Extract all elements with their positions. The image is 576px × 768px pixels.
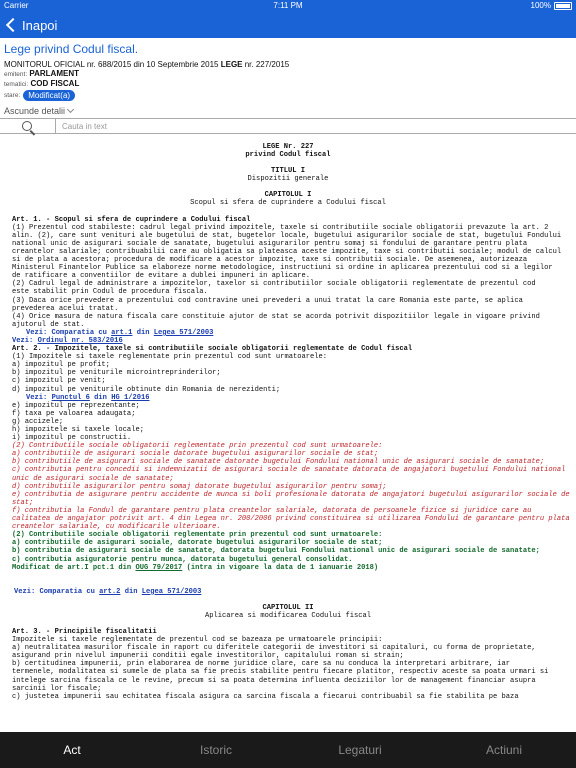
ref-article[interactable]: art.2 (99, 587, 121, 596)
paragraph-line: b) contributiile de asigurari sociale de sanatate datorate bugetului Fondului national unic de asigurari sociale de sanatate; (12, 458, 545, 467)
chevron-down-icon (67, 106, 74, 113)
search-bar (0, 118, 576, 134)
paragraph-line: (1) Impozitele si taxele reglementate prin prezentul cod sunt urmatoarele: (12, 353, 328, 362)
article-2-cont (4, 402, 572, 442)
tab-history[interactable]: Istoric (199, 743, 232, 757)
paragraph-line: c) contributia asiguratorie pentru munca, datorata bugetului general consolidat. (12, 555, 353, 564)
paragraph-line: Art. 2. - Impozitele, taxele si contributiile sociale obligatorii reglementate de Codul fiscal (12, 345, 413, 354)
ref-text: Vezi: Comparatia cu (26, 328, 107, 337)
paragraph-line: este stabilit prin Codul de procedura fiscala. (12, 288, 208, 297)
mod-text: Modificat de art.I pct.1 din (12, 563, 132, 572)
paragraph-line: sarcinii lor fiscale; (12, 684, 102, 693)
document-info (0, 38, 576, 119)
tab-links[interactable]: Legaturi (338, 743, 382, 757)
modified-text (4, 531, 572, 563)
chapter-heading: CAPITOLUL I (264, 191, 312, 200)
law-text (0, 135, 576, 732)
paragraph-line: i) impozitul pe constructii. (12, 434, 132, 443)
issuer-key: emitent: (4, 71, 28, 78)
mod-oug-link[interactable]: OUG 79/2017 (135, 563, 183, 572)
paragraph-line: f) taxa pe valoarea adaugata; (12, 409, 136, 418)
law-subheading: privind Codul fiscal (245, 151, 331, 160)
order-link[interactable] (4, 337, 572, 345)
ref-text: din (94, 393, 107, 402)
chapter-name: Aplicarea si modificarea Codului fiscal (204, 611, 372, 620)
battery-percent: 100% (530, 1, 551, 10)
ref-text: Vezi: Comparatia cu (14, 587, 95, 596)
paragraph-line: prevederea acelui tratat. (12, 304, 119, 313)
title-heading: TITLUL I (270, 167, 306, 176)
nav-bar (0, 12, 576, 38)
paragraph-line: a) impozitul pe profit; (12, 361, 110, 370)
paragraph-line: Art. 1. - Scopul si sfera de cuprindere a Codului fiscal (12, 215, 251, 224)
paragraph-line: b) contributia de asigurari sociale de sanatate, datorata bugetului Fondului national unic de asigurari sociale de sanatate; (12, 547, 540, 556)
battery-icon (554, 2, 572, 10)
comparison-link-art1[interactable] (4, 329, 572, 337)
issuer-value: PARLAMENT (29, 69, 79, 78)
state-badge: Modificat(a) (23, 90, 75, 101)
hide-details-label: Ascunde detalii (4, 106, 66, 116)
ref-article[interactable]: art.1 (111, 328, 133, 337)
paragraph-line: Impozitele si taxele reglementate de prezentul cod se bazeaza pe urmatoarele principii: (12, 636, 383, 645)
paragraph-line: b) impozitul pe veniturile microintreprinderilor; (12, 369, 221, 378)
tab-actions[interactable]: Actiuni (485, 743, 523, 757)
paragraph-line: termenele, modalitatea si sumele de plata sa fie precis stabilite pentru fiecare platitor, respectiv aceste sa poata urmari si (12, 668, 549, 677)
battery-indicator (531, 1, 572, 10)
search-icon[interactable] (22, 121, 32, 131)
title-name: Dispozitii generale (247, 175, 329, 184)
monitor-prefix: MONITORUL OFICIAL nr. 688/2015 din 10 Septembrie 2015 (4, 60, 219, 69)
paragraph-line: ajutorul de stat. (12, 320, 85, 329)
paragraph-line: b) certitudinea impunerii, prin elaborarea de norme juridice clare, care sa nu conduca la interpretari arbitrare, iar (12, 660, 511, 669)
state-row (4, 90, 572, 101)
paragraph-line: d) impozitul pe veniturile obtinute din Romania de nerezidenti; (12, 385, 281, 394)
paragraph-line: d) contributiile asigurarilor pentru somaj datorate bugetului asigurarilor pentru somaj; (12, 482, 387, 491)
back-label: Inapoi (22, 17, 58, 33)
chapter-name: Scopul si sfera de cuprindere a Codului fiscal (190, 199, 386, 208)
paragraph-line: si de plata a acestora; procedura de modificare a acestor impozite, taxe si contributii sociale. De asemenea, autorizeaza (12, 256, 528, 265)
ref-order[interactable]: Ordinul nr. 583/2016 (37, 336, 123, 345)
paragraph-line: a) contributiile de asigurari sociale, datorate bugetului asigurarilor sociale de stat; (12, 539, 383, 548)
paragraph-line: (2) Contributiile sociale obligatorii reglementate prin prezentul cod sunt urmatoarele: (12, 531, 383, 540)
paragraph-line: intelege sarcina fiscala ce le revine, precum si sa poata determina influenta deciziilor lor de management financiar asupra (12, 676, 536, 685)
ref-hg[interactable]: HG 1/2016 (111, 393, 150, 402)
paragraph-line: (2) Cadrul legal de administrare a impozitelor, taxelor si contributiilor sociale obligatorii reglementate de prezentul cod (12, 280, 536, 289)
paragraph-line: (1) Prezentul cod stabileste: cadrul legal privind impozitele, taxele si contributiile sociale obligatorii prevazute la art. 2 (12, 223, 549, 232)
paragraph-line: (4) Orice masura de natura fiscala care constituie ajutor de stat se acorda potrivit dispozitiilor legale in vigoare privind (12, 312, 540, 321)
search-divider (55, 119, 56, 133)
back-button[interactable] (4, 15, 57, 35)
tab-bar (0, 732, 576, 768)
chevron-left-icon (6, 18, 20, 32)
paragraph-line: Ministerul Finantelor Publice sa elaboreze norme metodologice, instructiuni si ordine in aplicarea prezentului cod si a legilor (12, 264, 553, 273)
topic-value: COD FISCAL (30, 79, 80, 88)
hide-details-toggle[interactable] (4, 106, 572, 116)
paragraph-line: a) neutralitatea masurilor fiscale in raport cu diferitele categorii de investitori si capitaluri, cu forma de proprietate, (12, 644, 536, 653)
paragraph-line: c) justetea impunerii sau echitatea fiscala asigura ca sarcina fiscala a fiecarui contribuabil sa fie stabilita pe baza (12, 692, 519, 701)
article-1 (4, 216, 572, 329)
monitor-line (4, 60, 572, 69)
carrier-label: Carrier (4, 1, 29, 10)
ref-law[interactable]: Legea 571/2003 (141, 587, 202, 596)
paragraph-line: h) impozitele si taxele locale; (12, 426, 144, 434)
monitor-law: LEGE (220, 60, 243, 69)
paragraph-line: asigurand prin nivelul impunerii conditii egale investitorilor, capitalului roman si strain; (12, 652, 404, 661)
ref-point[interactable]: Punctul 6 (51, 393, 90, 402)
ref-text: Vezi: (26, 393, 48, 402)
paragraph-line: e) impozitul pe reprezentante; (12, 401, 140, 410)
paragraph-line: g) accizele; (12, 417, 64, 426)
paragraph-line: e) contributia de asigurare pentru accidente de munca si boli profesionale datorata de angajatori bugetului asigurarilor sociale de stat; (12, 490, 570, 507)
paragraph-line: (2) Contributiile sociale obligatorii reglementate prin prezentul cod sunt urmatoarele: (12, 442, 383, 451)
ref-text: Vezi: (12, 336, 34, 345)
article-3 (4, 628, 572, 701)
ref-text: din (136, 328, 150, 337)
issuer-row (4, 69, 572, 79)
paragraph-line: c) impozitul pe venit; (12, 377, 106, 386)
state-key: stare: (4, 92, 21, 99)
repealed-text (4, 442, 572, 531)
paragraph-line: alin. (2), care sunt venituri ale bugetului de stat, bugetelor locale, bugetului asigurarilor sociale de stat, bugetului Fondului (12, 231, 562, 240)
clock: 7:11 PM (273, 1, 303, 10)
topic-key: tematici: (4, 81, 29, 88)
paragraph-line: f) contributia la Fondul de garantare pentru plata creantelor salariale, datorata de persoanele fizice si juridice care au calitatea de angajator potrivit art. 4 din Legea nr. 200/2006 privind constituirea si utilizarea Fondului de garantare pentru plata creantelor salariale, cu modificarile ulterioare. (12, 506, 570, 532)
paragraph-line: Art. 3. - Principiile fiscalitatii (12, 627, 157, 636)
status-bar (0, 0, 576, 12)
search-input[interactable] (62, 120, 562, 132)
paragraph-line: c) contributia pentru concedii si indemnizatii de asigurari sociale de sanatate datorata de angajatori bugetului Fondului national unic de asigurari sociale de sanatate; (12, 466, 566, 483)
paragraph-line: national unic de asigurari sociale de sanatate, bugetului asigurarilor pentru somaj si fondului de garantare pentru plata (12, 239, 528, 248)
ref-law[interactable]: Legea 571/2003 (153, 328, 214, 337)
monitor-suffix: nr. 227/2015 (244, 60, 290, 69)
paragraph-line: a) contributiile de asigurari sociale datorate bugetului asigurarilor sociale de stat; (12, 450, 379, 459)
modification-note[interactable] (4, 564, 572, 572)
comparison-link-art2[interactable] (4, 588, 572, 596)
chapter-heading: CAPITOLUL II (262, 603, 314, 612)
tab-act[interactable]: Act (63, 743, 81, 757)
paragraph-line: (3) Daca orice prevedere a prezentului cod contravine unei prevederi a unui tratat la care Romania este parte, se aplica (12, 296, 523, 305)
ref-text: din (124, 587, 138, 596)
law-heading: LEGE Nr. 227 (262, 143, 314, 151)
article-2 (4, 345, 572, 394)
topic-row (4, 79, 572, 89)
mod-text: (intra in vigoare la data de 1 ianuarie 2018) (186, 563, 379, 572)
paragraph-line: creantelor salariale; contribuabilii care au obligatia sa plateasca aceste impozite, taxe si contributii sociale; modul de calcul (12, 247, 562, 256)
hg-link[interactable] (4, 394, 572, 402)
document-title[interactable]: Lege privind Codul fiscal. (4, 42, 139, 56)
paragraph-line: de ratificare a conventiilor de evitare a dublei impuneri in aplicare. (12, 272, 310, 281)
